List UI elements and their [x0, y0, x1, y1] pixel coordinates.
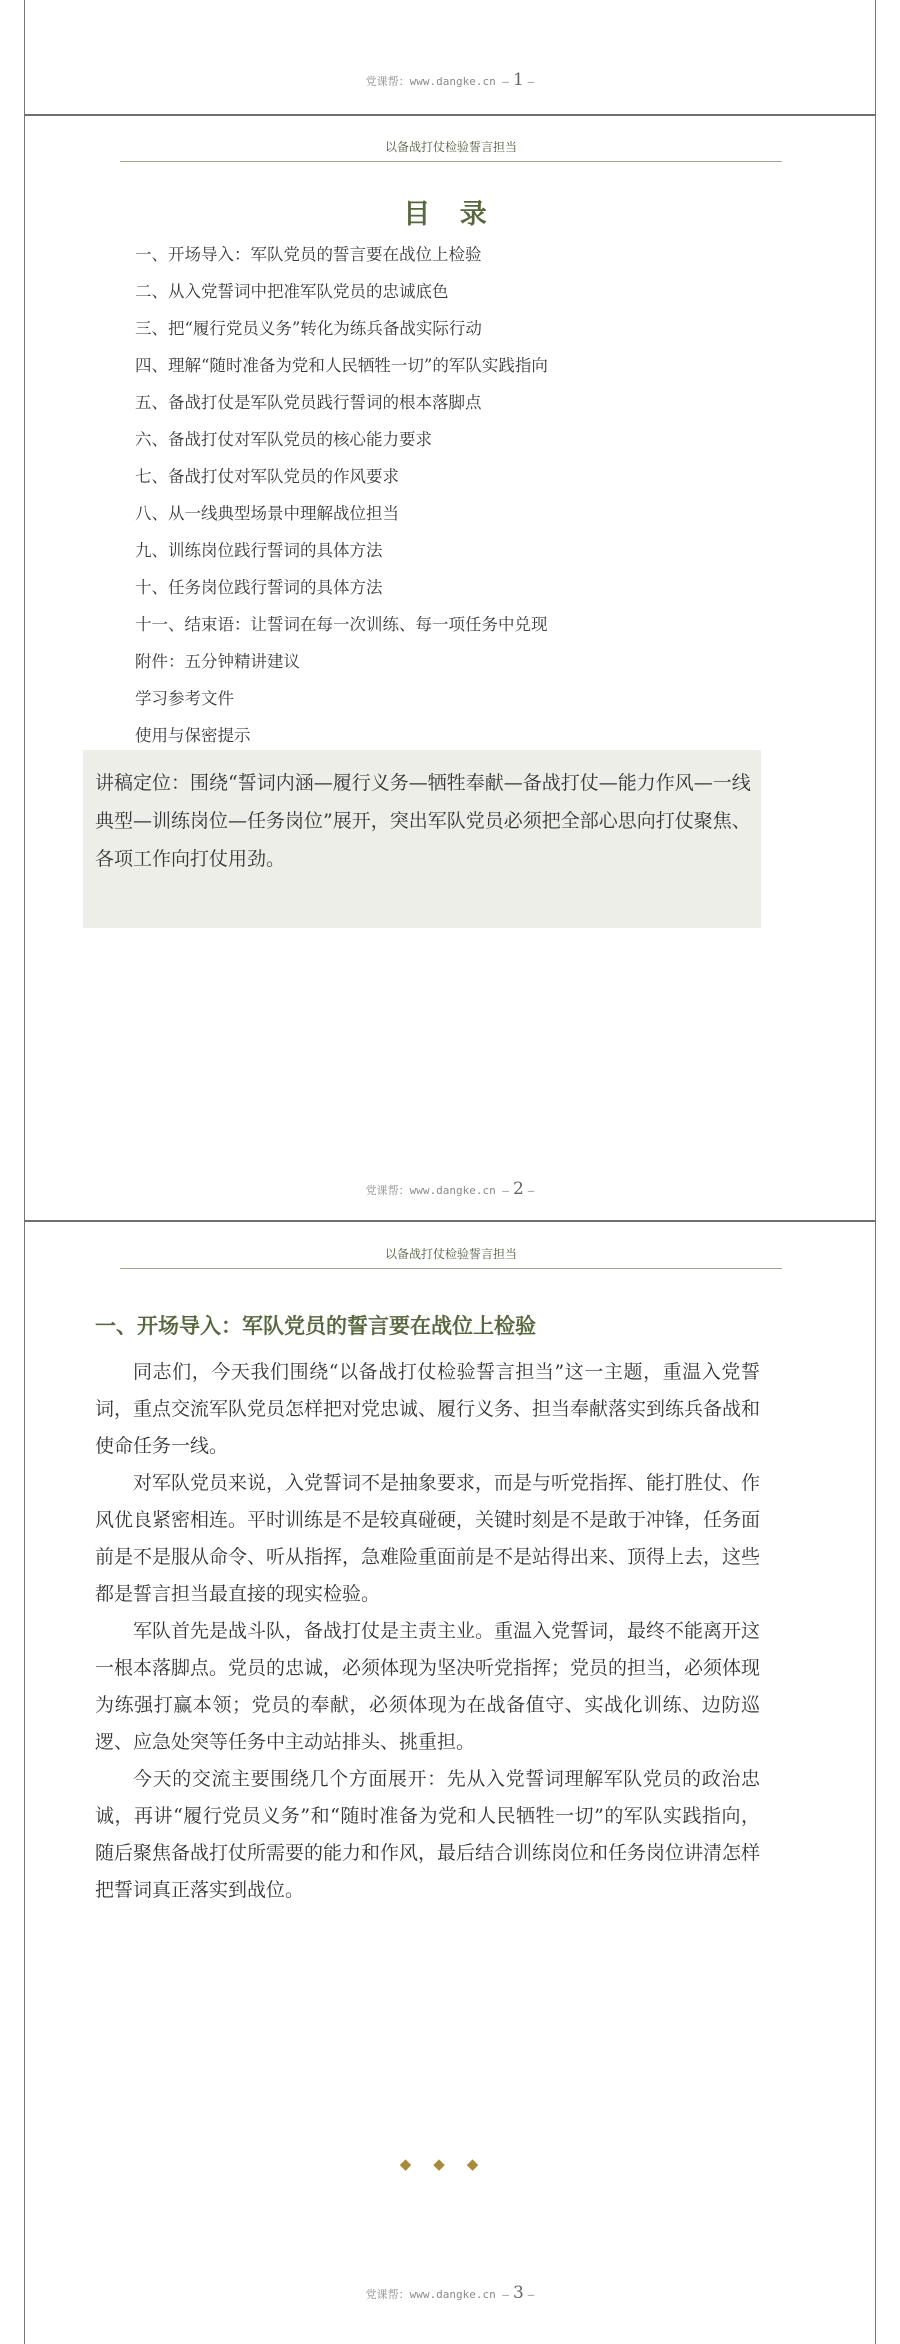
- footer-site: 党课帮：www.dangke.cn —: [365, 1184, 509, 1197]
- footer-dash: —: [527, 1184, 535, 1197]
- running-header: 以备战打仗检验誓言担当: [120, 1245, 782, 1269]
- paragraph: 同志们，今天我们围绕“以备战打仗检验誓言担当”这一主题，重温入党誓词，重点交流军队党员怎样把对党忠诚、履行义务、担当奉献落实到练兵备战和使命任务一线。: [95, 1361, 761, 1457]
- paragraph: 对军队党员来说，入党誓词不是抽象要求，而是与听党指挥、能打胜仗、作风优良紧密相连。平时训练是不是较真碰硬，关键时刻是不是敢于冲锋，任务面前是不是服从命令、听从指挥，急难险重面前是不是站得出来、顶得上去，这些都是誓言担当最直接的现实检验。: [95, 1472, 761, 1605]
- paragraph: 军队首先是战斗队，备战打仗是主责主业。重温入党誓词，最终不能离开这一根本落脚点。党员的忠诚，必须体现为坚决听党指挥；党员的担当，必须体现为练强打赢本领；党员的奉献，必须体现为在战备值守、实战化训练、边防巡逻、应急处突等任务中主动站排头、挑重担。: [95, 1620, 761, 1753]
- footer-site: 党课帮：www.dangke.cn —: [365, 75, 509, 88]
- page-1: [24, 0, 876, 114]
- toc-item[interactable]: 四、理解“随时准备为党和人民牺牲一切”的军队实践指向: [135, 356, 548, 375]
- toc-item[interactable]: 一、开场导入：军队党员的誓言要在战位上检验: [135, 245, 482, 264]
- page-footer: [25, 2283, 875, 2303]
- page-number: 2: [512, 1179, 524, 1199]
- section-ornament: ◆◆◆: [399, 2155, 501, 2173]
- toc-item[interactable]: 学习参考文件: [135, 689, 234, 708]
- page-footer: [25, 70, 875, 90]
- toc-item[interactable]: 五、备战打仗是军队党员践行誓词的根本落脚点: [135, 393, 482, 412]
- footer-dash: —: [527, 2288, 535, 2301]
- paragraph: 今天的交流主要围绕几个方面展开：先从入党誓词理解军队党员的政治忠诚，再讲“履行党员义务”和“随时准备为党和人民牺牲一切”的军队实践指向，随后聚焦备战打仗所需要的能力和作风，最后结合训练岗位和任务岗位讲清怎样把誓词真正落实到战位。: [95, 1768, 761, 1901]
- toc-item[interactable]: 使用与保密提示: [135, 726, 251, 745]
- toc-item[interactable]: 十一、结束语：让誓词在每一次训练、每一项任务中兑现: [135, 615, 548, 634]
- toc-items: [135, 245, 548, 763]
- page-number: 3: [512, 2283, 524, 2303]
- toc-item[interactable]: 六、备战打仗对军队党员的核心能力要求: [135, 430, 432, 449]
- toc-item[interactable]: 二、从入党誓词中把准军队党员的忠诚底色: [135, 282, 449, 301]
- page-number: 1: [512, 70, 524, 90]
- footer-dash: —: [527, 75, 535, 88]
- toc-item[interactable]: 九、训练岗位践行誓词的具体方法: [135, 541, 383, 560]
- toc-item[interactable]: 三、把“履行党员义务”转化为练兵备战实际行动: [135, 319, 482, 338]
- toc-item[interactable]: 八、从一线典型场景中理解战位担当: [135, 504, 399, 523]
- toc-title: 目 录: [403, 199, 497, 230]
- page-footer: [25, 1179, 875, 1199]
- toc-item[interactable]: 附件：五分钟精讲建议: [135, 652, 300, 671]
- toc-item[interactable]: 七、备战打仗对军队党员的作风要求: [135, 467, 399, 486]
- footer-site: 党课帮：www.dangke.cn —: [365, 2288, 509, 2301]
- section-body: [95, 1354, 760, 1909]
- section-title: 一、开场导入：军队党员的誓言要在战位上检验: [95, 1313, 536, 1338]
- running-header: 以备战打仗检验誓言担当: [120, 138, 782, 162]
- toc-item[interactable]: 十、任务岗位践行誓词的具体方法: [135, 578, 383, 597]
- positioning-note: 讲稿定位：围绕“誓词内涵—履行义务—牺牲奉献—备战打仗—能力作风—一线典型—训练岗位—任务岗位”展开，突出军队党员必须把全部心思向打仗聚焦、各项工作向打仗用劲。: [83, 750, 761, 928]
